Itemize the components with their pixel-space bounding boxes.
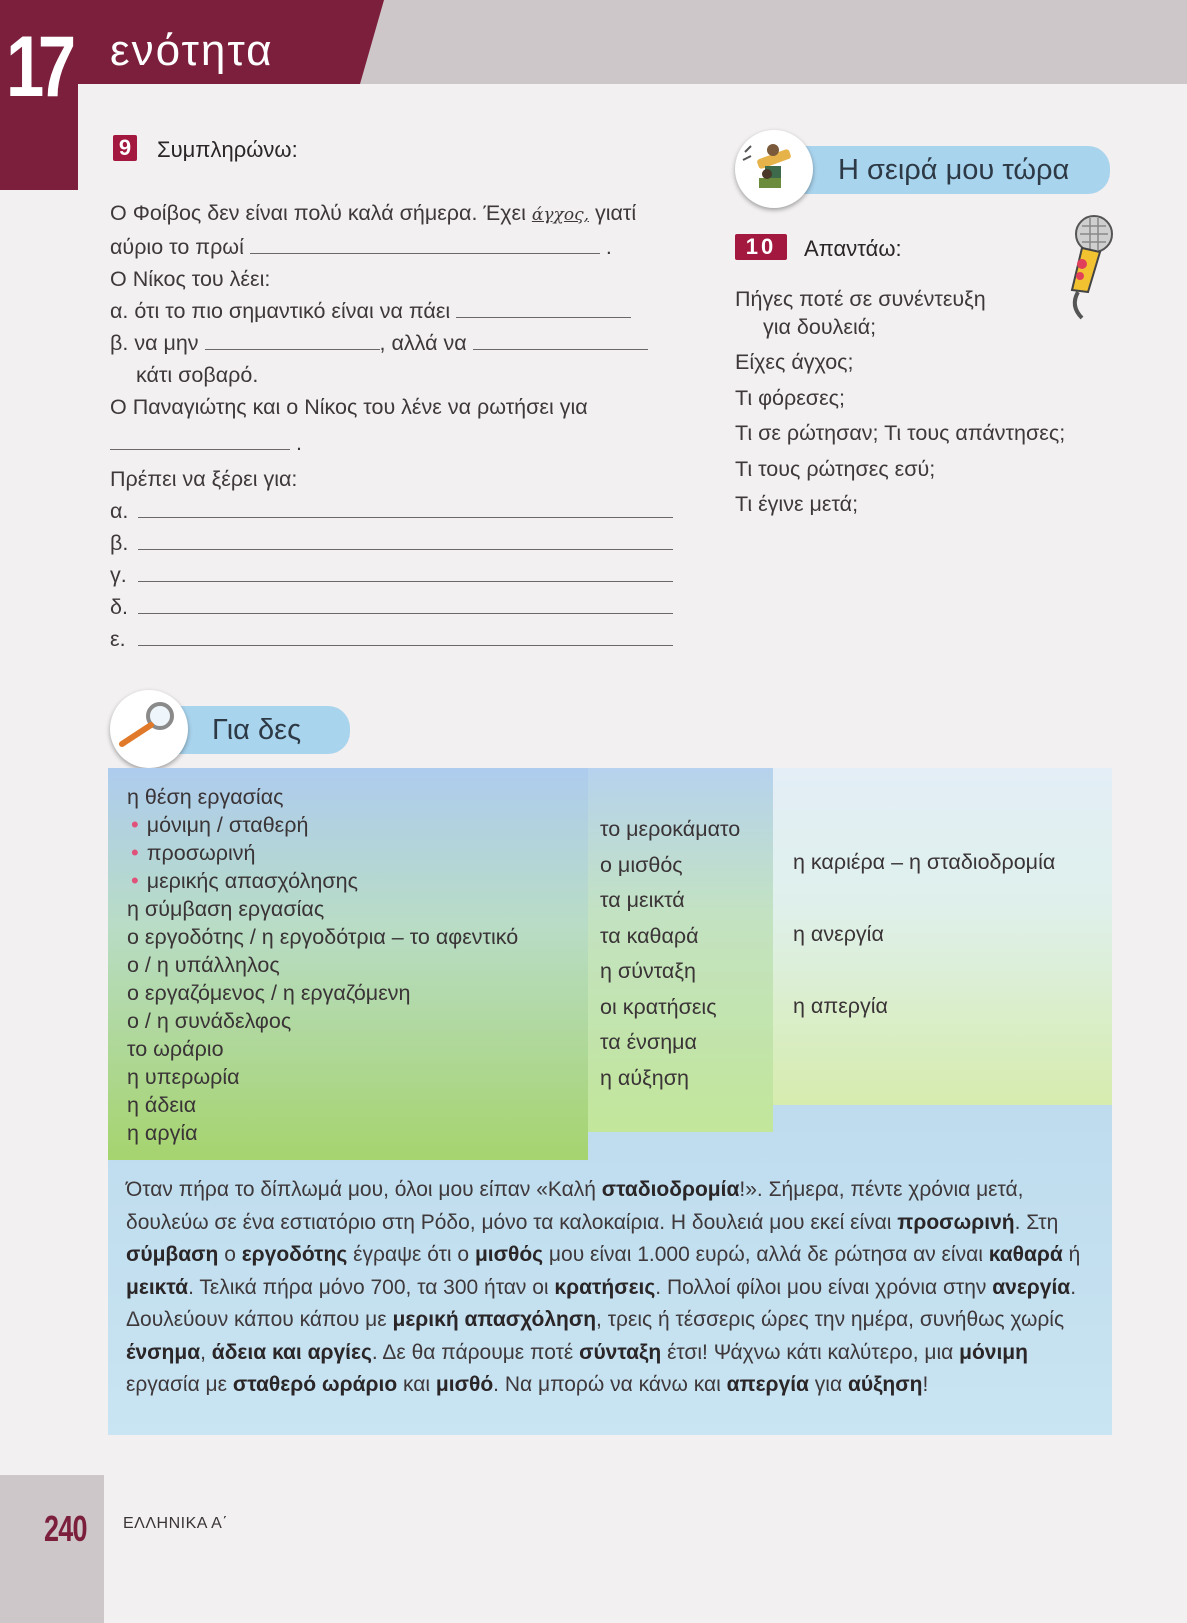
vocab-term: ο εργοδότης / η εργοδότρια – το αφεντικό [127, 925, 519, 949]
paragraph-text: . Να μπορώ να κάνω και [493, 1373, 727, 1396]
vocab-term: η θέση εργασίας [127, 785, 284, 809]
paragraph-text: εργασία με [126, 1373, 233, 1396]
paragraph-text: ή [1062, 1243, 1081, 1266]
ex9-line5a: β. να μην [110, 331, 199, 355]
bold-term: μεικτά [126, 1275, 189, 1299]
ex9-line5b: , αλλά να [379, 331, 467, 355]
vocab-col-2 [600, 812, 740, 1096]
page-number: 240 [44, 1508, 87, 1549]
bold-term: αύξηση [847, 1373, 923, 1396]
vocab-term: η ανεργία [793, 922, 884, 946]
unit-number: 17 [6, 19, 70, 115]
question-5: Τι τους ρώτησες εσύ; [735, 456, 936, 481]
vocab-term: η σύνταξη [600, 959, 696, 983]
paragraph-text: . Στη [1014, 1210, 1059, 1234]
question-4: Τι σε ρώτησαν; Τι τους απάντησες; [735, 421, 1066, 445]
item-a: α. [110, 499, 129, 523]
vocab-bullet: • μόνιμη / σταθερή [127, 811, 518, 839]
see-title: Για δες [212, 714, 302, 746]
vocab-term: ο μισθός [600, 852, 683, 877]
ex9-line6: κάτι σοβαρό. [136, 363, 259, 387]
vocab-term: η καριέρα – η σταδιοδρομία [793, 850, 1056, 874]
vocab-term: ο / η συνάδελφος [127, 1009, 292, 1033]
question-2: Είχες άγχος; [735, 350, 854, 374]
handwritten-answer: άγχος, [531, 205, 589, 225]
paragraph-text: , [200, 1340, 212, 1364]
paragraph-text: ο [218, 1243, 242, 1266]
ex9-line7: Ο Παναγιώτης και ο Νίκος του λένε να ρωτήσει για [110, 395, 588, 419]
paragraph-text: ! [922, 1373, 929, 1396]
vocab-term: η απεργία [793, 994, 888, 1018]
my-turn-banner [770, 146, 1110, 194]
blank-line[interactable] [138, 495, 673, 518]
ex9-line4: α. ότι το πιο σημαντικό είναι να πάει [110, 299, 451, 323]
vocab-bullet: • μερικής απασχόλησης [127, 867, 518, 895]
vocab-term: τα ένσημα [600, 1030, 697, 1054]
bold-term: άδεια και αργίες [211, 1340, 372, 1364]
ex9-line3: Ο Νίκος του λέει: [110, 267, 271, 291]
paragraph-text: και [397, 1373, 436, 1396]
vocab-bullet: • προσωρινή [127, 839, 518, 867]
blank-line[interactable] [456, 295, 631, 318]
vocab-term: η σύμβαση εργασίας [127, 897, 325, 921]
bold-term: εργοδότης [241, 1243, 348, 1266]
bold-term: μισθός [474, 1243, 544, 1266]
exercise-10-title: Απαντάω: [804, 236, 902, 261]
blank-line[interactable] [250, 231, 600, 254]
item-b: β. [110, 531, 129, 555]
bold-term: μερική απασχόληση [392, 1308, 597, 1331]
bold-term: σταδιοδρομία [601, 1178, 740, 1201]
vocab-term: οι κρατήσεις [600, 994, 717, 1019]
bold-term: ανεργία [992, 1275, 1071, 1299]
unit-word: ενότητα [110, 26, 274, 75]
blank-line[interactable] [138, 591, 673, 614]
exercise-9-title: Συμπληρώνω: [157, 137, 298, 162]
exercise-9-text: Ο Φοίβος δεν είναι πολύ καλά σήμερα. Έχει άγχος, γιατί αύριο το πρωί . Ο Νίκος του λέει: α. ότι το πιο σημαντικό είναι να πάει β. να μην , αλλά να κάτι σοβαρό. Ο Παναγιώτης και ο Νίκος του λένε να ρωτήσει για . Πρέπει να ξέρει για: α. β. γ. δ. ε. [110, 197, 710, 655]
vocab-term: το ωράριο [127, 1037, 224, 1061]
vocab-term: ο εργαζόμενος / η εργαζόμενη [127, 981, 411, 1005]
vocab-term: η αύξηση [600, 1065, 689, 1090]
bold-term: σταθερό ωράριο [232, 1373, 398, 1396]
item-e: ε. [110, 627, 126, 651]
blank-line[interactable] [138, 559, 673, 582]
blank-line[interactable] [205, 327, 380, 350]
story-paragraph [126, 1174, 1106, 1402]
ex9-line2: αύριο το πρωί [110, 235, 244, 259]
exercise-9-number: 9 [113, 135, 137, 161]
blank-line[interactable] [110, 427, 290, 450]
paragraph-text: . Τελικά πήρα μόνο 700, τα 300 ήταν οι [188, 1275, 555, 1299]
paragraph-text: μου είναι 1.000 ευρώ, αλλά δε ρώτησα αν είναι [543, 1243, 989, 1266]
ex9-line9: Πρέπει να ξέρει για: [110, 467, 298, 491]
book-title: ΕΛΛΗΝΙΚΑ Α΄ [123, 1515, 229, 1532]
paragraph-text: . Πολλοί φίλοι μου είναι χρόνια στην [655, 1275, 993, 1299]
vocab-term: η αργία [127, 1121, 198, 1145]
question-1: Πήγες ποτέ σε συνέντευξη [735, 287, 986, 311]
my-turn-title: Η σειρά μου τώρα [838, 154, 1070, 186]
vocab-col-3 [793, 848, 1055, 1020]
paragraph-text: , τρεις ή τέσσερις ώρες την ημέρα, συνήθως χωρίς [596, 1308, 1065, 1331]
bold-term: σύμβαση [126, 1243, 219, 1266]
vocab-term: η υπερωρία [127, 1065, 240, 1089]
item-c: γ. [110, 563, 127, 587]
paragraph-text: έγραψε ότι ο [347, 1243, 475, 1266]
blank-line[interactable] [138, 527, 673, 550]
children-icon [735, 130, 813, 208]
bold-term: ένσημα [126, 1340, 201, 1364]
bold-term: προσωρινή [897, 1210, 1015, 1234]
magnifier-icon [110, 690, 188, 768]
vocab-term: τα μεικτά [600, 888, 685, 912]
exercise-10-number: 10 [735, 234, 787, 260]
vocab-term: ο / η υπάλληλος [127, 953, 280, 977]
vocab-term: η άδεια [127, 1093, 197, 1117]
ex9-line1: Ο Φοίβος δεν είναι πολύ καλά σήμερα. Έχει [110, 201, 532, 225]
bold-term: κρατήσεις [554, 1275, 656, 1299]
paragraph-text: . Δουλεύουν κάπου κάπου με [126, 1275, 1077, 1331]
vocab-term: το μεροκάματο [600, 817, 741, 841]
bold-term: μόνιμη [959, 1340, 1028, 1364]
paragraph-text: !». Σήμερα, πέντε χρόνια μετά, δουλεύω σε ένα εστιατόριο στη Ρόδο, μόνο τα καλοκαίρια. Η δουλειά μου εκεί είναι [126, 1178, 1024, 1234]
blank-line[interactable] [138, 623, 673, 646]
vocab-term: τα καθαρά [600, 923, 699, 948]
bold-term: καθαρά [988, 1243, 1063, 1266]
paragraph-text: έτσι! Ψάχνω κάτι καλύτερο, μια [661, 1340, 960, 1364]
paragraph-text: Όταν πήρα το δίπλωμά μου, όλοι μου είπαν «Καλή [126, 1178, 602, 1201]
ex9-line1-end: γιατί [589, 201, 637, 225]
paragraph-text: για [808, 1373, 848, 1396]
bold-term: μισθό [435, 1373, 494, 1396]
item-d: δ. [110, 595, 128, 619]
question-6: Τι έγινε μετά; [735, 492, 859, 516]
exercise-10-questions [735, 282, 1115, 523]
blank-line[interactable] [473, 327, 648, 350]
bold-term: απεργία [726, 1373, 809, 1396]
bold-term: σύνταξη [579, 1340, 662, 1364]
question-3: Τι φόρεσες; [735, 385, 845, 410]
paragraph-text: . Δε θα πάρουμε ποτέ [371, 1340, 580, 1364]
vocab-col-1 [127, 783, 518, 1147]
question-1-cont: για δουλειά; [763, 314, 877, 339]
